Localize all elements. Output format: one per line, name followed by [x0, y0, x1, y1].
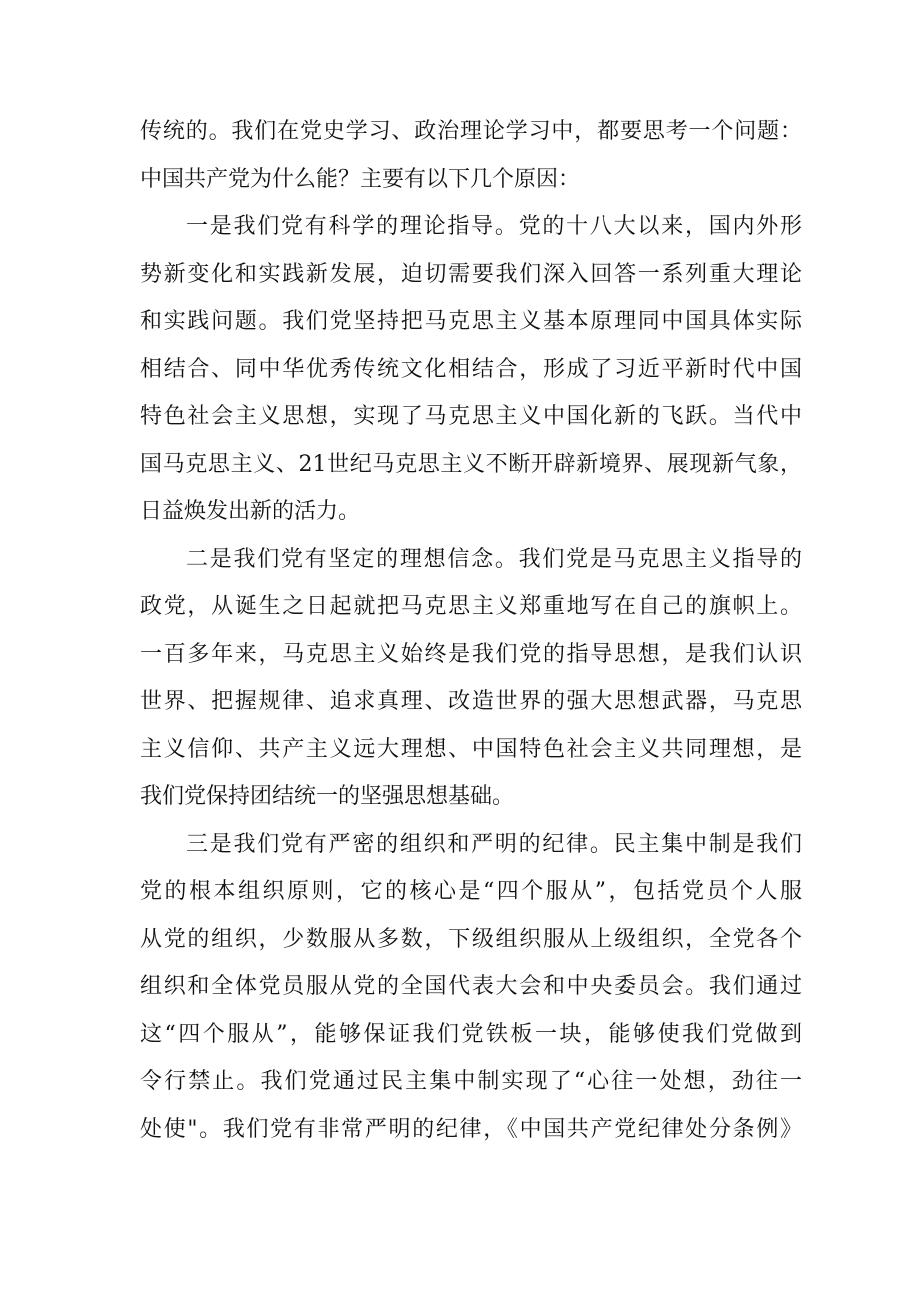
document-body	[140, 108, 802, 1153]
text-line: 中国共产党为什么能？主要有以下几个原因：	[140, 166, 581, 192]
text-line: 从党的组织，少数服从多数，下级组织服从上级组织，全党各个	[140, 926, 802, 952]
paragraph-point-1	[140, 203, 802, 536]
text-line: 一百多年来，马克思主义始终是我们党的指导思想，是我们认识	[140, 641, 802, 667]
text-line: 我们党保持团结统一的坚强思想基础。	[140, 784, 515, 809]
text-line: 三是我们党有严密的组织和严明的纪律。民主集中制是我们	[186, 831, 802, 857]
text-line: 日益焕发出新的活力。	[140, 499, 361, 524]
paragraph-point-2	[140, 536, 802, 821]
text-line: 政党，从诞生之日起就把马克思主义郑重地写在自己的旗帜上。	[140, 594, 802, 619]
text-line: 特色社会主义思想，实现了马克思主义中国化新的飞跃。当代中	[140, 404, 802, 429]
text-line: 国马克思主义、21世纪马克思主义不断开辟新境界、展现新气象，	[140, 451, 802, 477]
text-line: 二是我们党有坚定的理想信念。我们党是马克思主义指导的	[186, 546, 802, 572]
text-line: 这“四个服从”，能够保证我们党铁板一块，能够使我们党做到	[140, 1021, 802, 1047]
text-line: 令行禁止。我们党通过民主集中制实现了“心往一处想，劲往一	[140, 1069, 802, 1094]
paragraph-point-3	[140, 821, 802, 1154]
text-line: 组织和全体党员服从党的全国代表大会和中央委员会。我们通过	[140, 974, 802, 999]
text-line: 主义信仰、共产主义远大理想、中国特色社会主义共同理想，是	[140, 736, 802, 762]
text-line: 一是我们党有科学的理论指导。党的十八大以来，国内外形	[186, 214, 802, 239]
text-line: 处使"。我们党有非常严明的纪律，《中国共产党纪律处分条例》	[140, 1116, 802, 1142]
text-line: 相结合、同中华优秀传统文化相结合，形成了习近平新时代中国	[140, 356, 802, 382]
paragraph-intro	[140, 108, 802, 203]
text-line: 传统的。我们在党史学习、政治理论学习中，都要思考一个问题：	[140, 119, 802, 144]
text-line: 势新变化和实践新发展，迫切需要我们深入回答一系列重大理论	[140, 261, 802, 287]
text-line: 和实践问题。我们党坚持把马克思主义基本原理同中国具体实际	[140, 309, 802, 334]
text-line: 党的根本组织原则，它的核心是“四个服从”，包括党员个人服	[140, 879, 802, 904]
text-line: 世界、把握规律、追求真理、改造世界的强大思想武器，马克思	[140, 689, 802, 714]
